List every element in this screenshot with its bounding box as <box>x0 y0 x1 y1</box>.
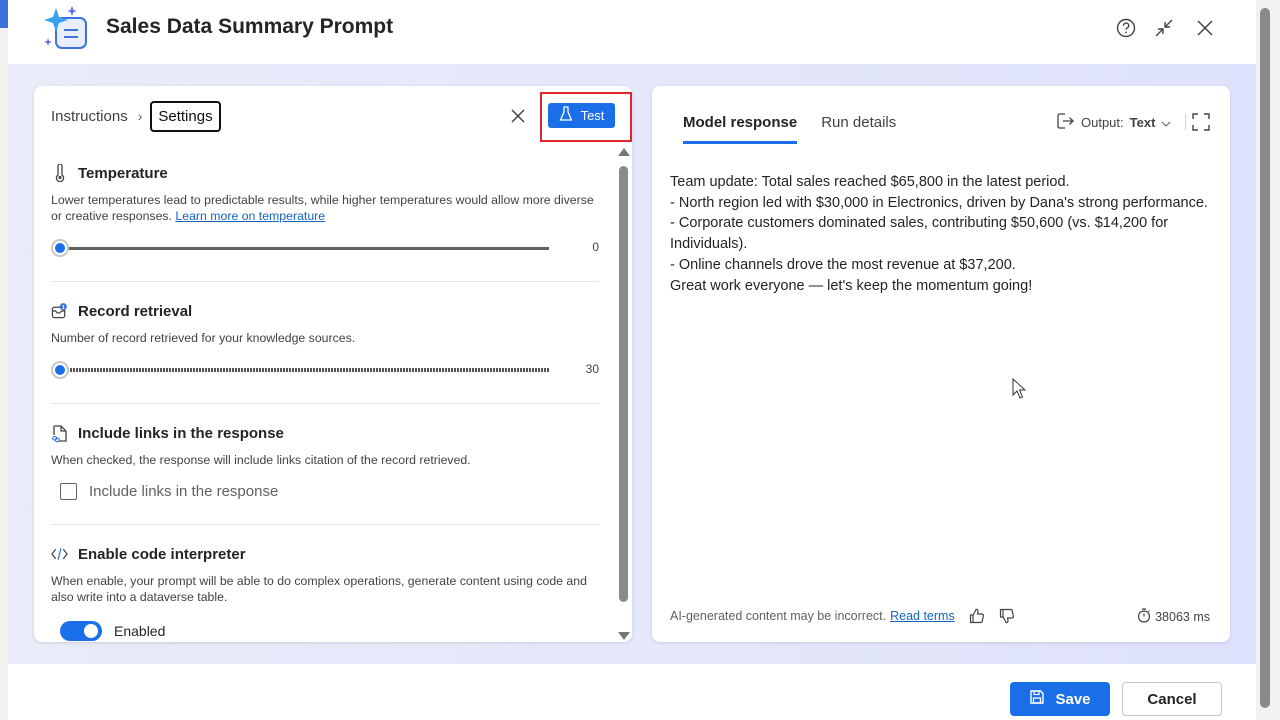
include-links-title: Include links in the response <box>78 424 284 442</box>
temperature-description: Lower temperatures lead to predictable results, while higher temperatures would allow more diverse or creative responses. Learn more on temperature <box>51 193 594 223</box>
response-panel <box>652 86 1230 642</box>
help-circle-icon[interactable] <box>1114 16 1138 40</box>
scroll-down-icon[interactable] <box>618 632 630 640</box>
flask-icon <box>559 106 573 125</box>
record-retrieval-value: 30 <box>585 362 599 376</box>
tab-model-response[interactable]: Model response <box>683 114 797 144</box>
output-value: Text <box>1129 115 1156 130</box>
scroll-up-icon[interactable] <box>618 148 630 156</box>
record-retrieval-section <box>51 300 599 346</box>
cancel-button[interactable]: Cancel <box>1122 682 1222 716</box>
dialog-title: Sales Data Summary Prompt <box>106 15 394 38</box>
settings-scrollbar[interactable] <box>618 148 630 640</box>
divider <box>51 281 599 282</box>
temperature-slider-thumb[interactable] <box>51 239 69 257</box>
save-button[interactable] <box>1010 682 1110 716</box>
output-format-dropdown[interactable] <box>1057 113 1171 132</box>
breadcrumb-settings[interactable]: Settings <box>150 101 220 132</box>
divider <box>51 403 599 404</box>
response-line: Great work everyone — let's keep the momentum going! <box>670 277 1033 294</box>
output-label: Output: <box>1081 115 1124 130</box>
record-retrieval-slider-thumb[interactable] <box>51 361 69 379</box>
mouse-pointer-icon <box>1012 378 1026 400</box>
record-retrieval-title: Record retrieval <box>78 302 193 320</box>
run-duration-value: 38063 ms <box>1155 610 1210 624</box>
tab-run-details[interactable]: Run details <box>821 114 897 131</box>
toggle-switch[interactable] <box>60 621 102 641</box>
record-retrieval-description: Number of record retrieved for your knowledge sources. <box>51 331 356 345</box>
save-button-label: Save <box>1055 690 1091 708</box>
code-icon <box>51 544 68 564</box>
test-button-label: Test <box>580 108 605 123</box>
response-line: - North region led with $30,000 in Electronics, driven by Dana's strong performance. <box>670 194 1208 211</box>
document-link-icon <box>51 423 68 443</box>
stopwatch-icon <box>1137 608 1151 626</box>
code-interpreter-title: Enable code interpreter <box>78 545 246 563</box>
response-tabs <box>683 114 896 144</box>
page-scrollbar-thumb[interactable] <box>1260 8 1270 708</box>
dialog-header <box>8 0 1256 64</box>
thumbs-down-icon[interactable] <box>999 608 1015 624</box>
toolbar-divider <box>1185 114 1186 130</box>
response-footer <box>670 608 1210 624</box>
breadcrumb-instructions[interactable]: Instructions <box>51 107 128 125</box>
record-retrieval-slider[interactable] <box>51 360 599 380</box>
output-icon <box>1057 113 1075 132</box>
close-icon[interactable] <box>1193 16 1217 40</box>
include-links-checkbox[interactable] <box>60 483 278 500</box>
collapse-arrows-icon[interactable] <box>1152 16 1176 40</box>
thermometer-icon <box>51 163 68 183</box>
include-links-description: When checked, the response will include links citation of the record retrieved. <box>51 453 471 467</box>
code-interpreter-toggle[interactable] <box>60 621 165 641</box>
response-line: Team update: Total sales reached $65,800 in the latest period. <box>670 174 1070 190</box>
chevron-down-icon <box>1161 115 1171 130</box>
database-badge-icon <box>51 301 68 321</box>
response-line: - Online channels drove the most revenue at $37,200. <box>670 256 1016 273</box>
settings-scrollbar-thumb[interactable] <box>619 166 628 602</box>
code-interpreter-toggle-label: Enabled <box>114 623 166 639</box>
record-retrieval-slider-track <box>61 368 549 372</box>
test-button[interactable] <box>548 103 615 128</box>
frame-accent-left <box>0 0 8 28</box>
close-settings-icon[interactable] <box>508 106 528 126</box>
model-response-text <box>670 172 1218 296</box>
code-interpreter-section <box>51 543 599 605</box>
chevron-right-icon: › <box>137 108 143 124</box>
prompt-dialog <box>8 0 1256 720</box>
expand-icon[interactable] <box>1192 113 1210 131</box>
page-scrollbar[interactable] <box>1256 0 1280 720</box>
temperature-title: Temperature <box>78 164 168 182</box>
settings-panel <box>34 86 632 642</box>
response-line: - Corporate customers dominated sales, contributing $50,600 (vs. $14,200 for Individuals). <box>670 215 1169 253</box>
temperature-slider-track <box>61 247 549 250</box>
temperature-section <box>51 162 599 224</box>
learn-more-link[interactable]: Learn more on temperature <box>175 209 326 223</box>
read-terms-link[interactable]: Read terms <box>890 609 955 623</box>
include-links-section <box>51 422 599 468</box>
checkbox-box[interactable] <box>60 483 77 500</box>
disclaimer-text: AI-generated content may be incorrect. <box>670 609 887 623</box>
breadcrumb <box>51 100 221 132</box>
temperature-value: 0 <box>592 240 599 254</box>
run-duration <box>1137 608 1210 626</box>
save-icon <box>1029 689 1045 709</box>
ai-prompt-sparkle-icon <box>42 6 90 50</box>
temperature-slider[interactable] <box>51 238 599 258</box>
svg-text:1: 1 <box>61 304 65 311</box>
include-links-checkbox-label: Include links in the response <box>89 483 279 500</box>
divider <box>51 524 599 525</box>
thumbs-up-icon[interactable] <box>969 608 985 624</box>
code-interpreter-description: When enable, your prompt will be able to do complex operations, generate content using code and also write into a dataverse table. <box>51 574 587 604</box>
